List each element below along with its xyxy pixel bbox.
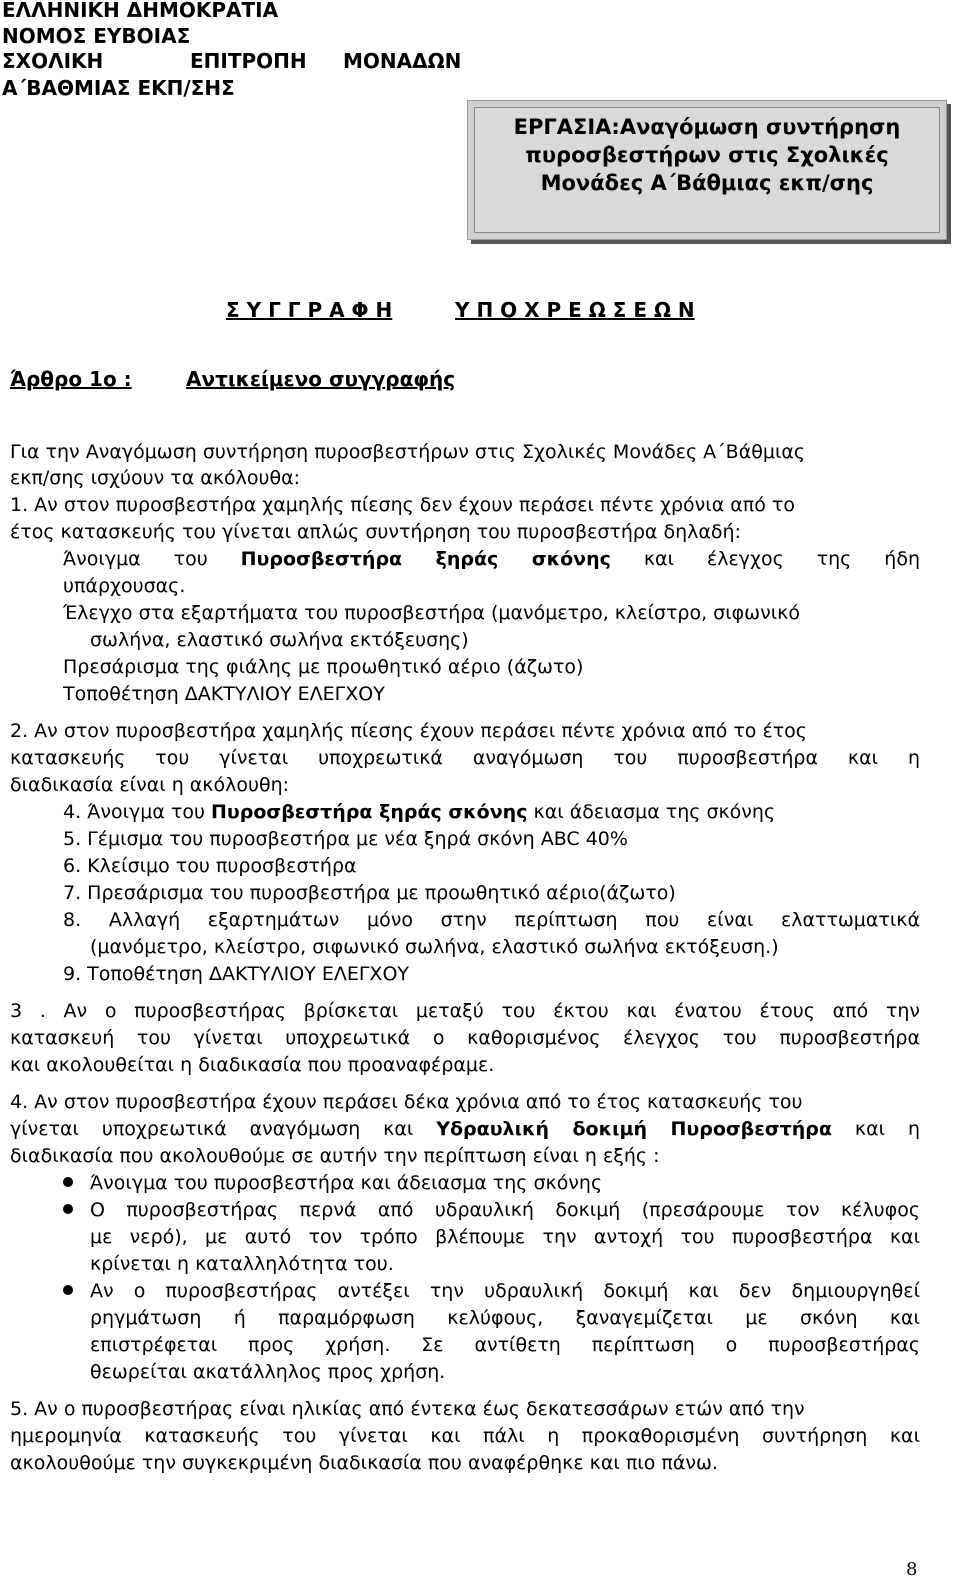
p4-bullet-3-line-3: επιστρέφεται προς χρήση. Σε αντίθετη περίπτωση ο πυροσβεστήρας <box>90 1334 920 1356</box>
p4-bullet-2-line-1: Ο πυροσβεστήρας περνά από υδραυλική δοκιμή (πρεσάρουμε τον κέλυφος <box>90 1199 920 1221</box>
title-line-2: πυροσβεστήρων στις Σχολικές <box>525 143 889 167</box>
p5-line-3: ακολουθούμε την συγκεκριμένη διαδικασία που αναφέρθηκε και πιο πάνω. <box>10 1452 718 1474</box>
header-line-3b: ΕΠΙΤΡΟΠΗ <box>190 49 307 73</box>
intro-line-2: εκπ/σης ισχύουν τα ακόλουθα: <box>10 467 301 489</box>
p1-step-2-cont: σωλήνα, ελαστικό σωλήνα εκτόξευσης) <box>90 629 469 651</box>
p1-step-3: Πρεσάρισμα της φιάλης με προωθητικό αέριο (άζωτο) <box>63 656 584 678</box>
p1-step-1-cont: υπάρχουσας. <box>63 575 186 597</box>
p1-line-2: έτος κατασκευής του γίνεται απλώς συντήρηση του πυροσβεστήρα δηλαδή: <box>10 521 741 543</box>
p2-line-2: κατασκευής του γίνεται υποχρεωτικά αναγόμωση του πυροσβεστήρα και η <box>10 747 920 769</box>
p4-bullet-3-line-1: Αν ο πυροσβεστήρας αντέξει την υδραυλική δοκιμή και δεν δημιουργηθεί <box>90 1280 920 1302</box>
p1-step-2: Έλεγχο στα εξαρτήματα του πυροσβεστήρα (μανόμετρο, κλείστρο, σιφωνικό <box>63 602 800 624</box>
p4-bullet-3-line-2: ρηγμάτωση ή παραμόρφωση κελύφους, ξαναγεμίζεται με σκόνη και <box>90 1307 920 1329</box>
p5-line-1: 5. Αν ο πυροσβεστήρας είναι ηλικίας από έντεκα έως δεκατεσσάρων ετών από την <box>10 1398 805 1420</box>
title-box <box>467 100 947 240</box>
title-line-3: Μονάδες Α΄Βάθμιας εκπ/σης <box>540 171 874 195</box>
page-number: 8 <box>906 1559 918 1580</box>
p4-line-3: διαδικασία που ακολουθούμε σε αυτήν την περίπτωση είναι η εξής : <box>10 1145 660 1167</box>
p4-line-1: 4. Αν στον πυροσβεστήρα έχουν περάσει δέκα χρόνια από το έτος κατασκευής του <box>10 1091 803 1113</box>
header-line-3a: ΣΧΟΛΙΚΗ <box>2 49 104 73</box>
p2-item-8: 8. Αλλαγή εξαρτημάτων μόνο στην περίπτωση που είναι ελαττωματικά <box>63 909 920 931</box>
heading-right: Υ Π Ο Χ Ρ Ε Ω Σ Ε Ω Ν <box>455 298 695 322</box>
header-line-1: ΕΛΛΗΝΙΚΗ ΔΗΜΟΚΡΑΤΙΑ <box>2 0 279 22</box>
p4-bullet-3-line-4: θεωρείται ακατάλληλος προς χρήση. <box>90 1361 446 1383</box>
p2-item-4: 4. Άνοιγμα του Πυροσβεστήρα ξηράς σκόνης και άδειασμα της σκόνης <box>63 801 776 823</box>
p1-step-4: Τοποθέτηση ΔΑΚΤΥΛΙΟΥ ΕΛΕΓΧΟΥ <box>63 683 385 705</box>
p2-item-7: 7. Πρεσάρισμα του πυροσβεστήρα με προωθητικό αέριο(άζωτο) <box>63 882 676 904</box>
p4-bullet-2-line-2: με νερό), με αυτό τον τρόπο βλέπουμε την αντοχή του πυροσβεστήρα και <box>90 1226 920 1248</box>
header-line-3c: ΜΟΝΑΔΩΝ <box>343 49 462 73</box>
header-line-2: ΝΟΜΟΣ ΕΥΒΟΙΑΣ <box>2 24 191 48</box>
p2-item-6: 6. Κλείσιμο του πυροσβεστήρα <box>63 855 357 877</box>
p4-bullet-2-line-3: κρίνεται η καταλληλότητα του. <box>90 1253 394 1275</box>
article-label: Άρθρο 1ο : <box>10 367 132 391</box>
p1-line-1: 1. Αν στον πυροσβεστήρα χαμηλής πίεσης δεν έχουν περάσει πέντε χρόνια από το <box>10 494 795 516</box>
intro-line-1: Για την Αναγόμωση συντήρηση πυροσβεστήρων στις Σχολικές Μονάδες Α΄Βάθμιας <box>10 441 806 463</box>
p4-bullet-1: Άνοιγμα του πυροσβεστήρα και άδειασμα της σκόνης <box>90 1172 603 1194</box>
header-line-4: Α΄ΒΑΘΜΙΑΣ ΕΚΠ/ΣΗΣ <box>2 76 235 100</box>
p3-line-1: 3 . Αν ο πυροσβεστήρας βρίσκεται μεταξύ του έκτου και ένατου έτους από την <box>10 1000 920 1022</box>
p2-line-1: 2. Αν στον πυροσβεστήρα χαμηλής πίεσης έχουν περάσει πέντε χρόνια από το έτος <box>10 720 807 742</box>
p2-item-9: 9. Τοποθέτηση ΔΑΚΤΥΛΙΟΥ ΕΛΕΓΧΟΥ <box>63 963 409 985</box>
p3-line-2: κατασκευή του γίνεται υποχρεωτικά ο καθορισμένος έλεγχος του πυροσβεστήρα <box>10 1027 920 1049</box>
heading-left: Σ Υ Γ Γ Ρ Α Φ Η <box>226 298 393 322</box>
p3-line-3: και ακολουθείται η διαδικασία που προαναφέραμε. <box>10 1054 495 1076</box>
p2-line-3: διαδικασία είναι η ακόλουθη: <box>10 774 290 796</box>
p5-line-2: ημερομηνία κατασκευής του γίνεται και πάλι η προκαθορισμένη συντήρηση και <box>10 1425 920 1447</box>
p1-step-1: Άνοιγμα του Πυροσβεστήρα ξηράς σκόνης και έλεγχος της ήδη <box>63 548 920 570</box>
p2-item-5: 5. Γέμισμα του πυροσβεστήρα με νέα ξηρά σκόνη ABC 40% <box>63 828 628 850</box>
bullet-icon <box>63 1285 73 1295</box>
title-line-1: ΕΡΓΑΣΙΑ:Αναγόμωση συντήρηση <box>513 115 901 139</box>
p2-item-8-cont: (μανόμετρο, κλείστρο, σιφωνικό σωλήνα, ελαστικό σωλήνα εκτόξευση.) <box>90 936 779 958</box>
bullet-icon <box>63 1177 73 1187</box>
p4-line-2: γίνεται υποχρεωτικά αναγόμωση και Υδραυλική δοκιμή Πυροσβεστήρα και η <box>10 1118 920 1140</box>
article-subject: Αντικείμενο συγγραφής <box>186 367 456 391</box>
bullet-icon <box>63 1204 73 1214</box>
